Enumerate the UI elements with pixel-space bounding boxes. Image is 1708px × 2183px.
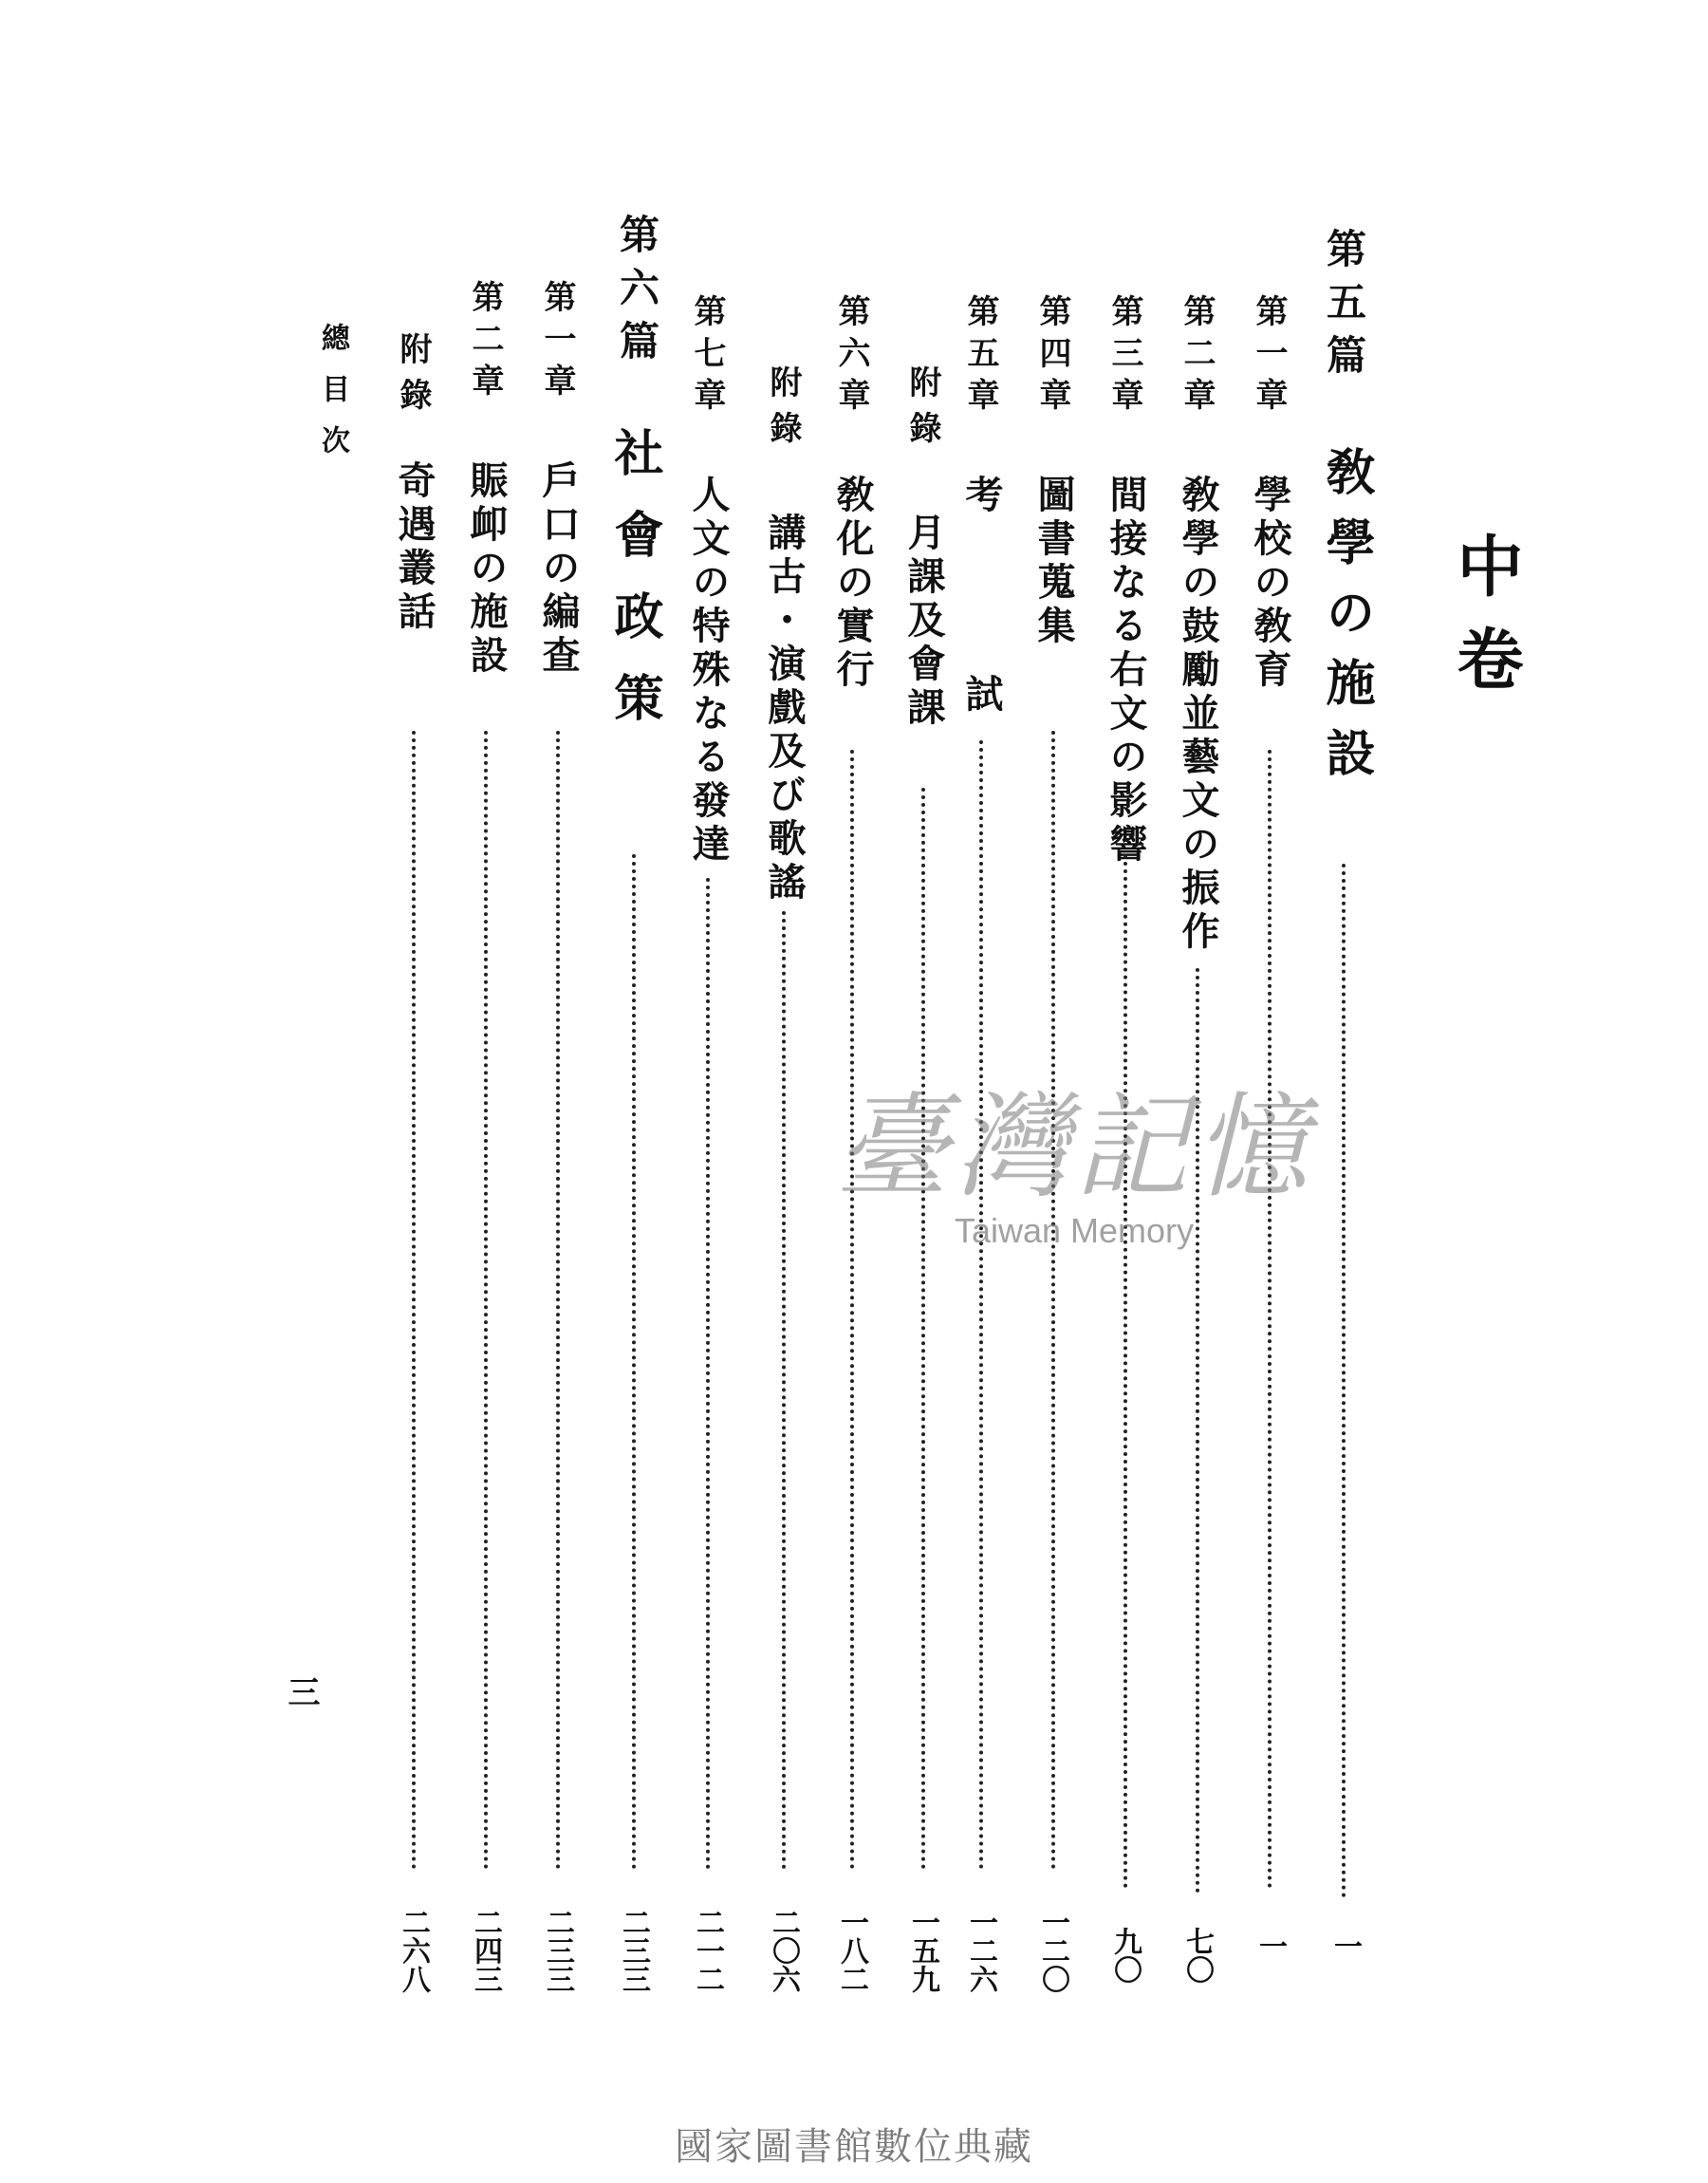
entry-title: 月課及會課 [901, 513, 946, 731]
entry-title: 間接なる右文の影響 [1104, 475, 1148, 868]
dot-leader [1342, 864, 1346, 1898]
entry-title: 敎學の施設 [1317, 446, 1375, 797]
entry-label: 第五章 [961, 294, 999, 420]
entry-label: 附錄 [903, 365, 941, 457]
entry-title: 講古・演戲及び歌謠 [762, 513, 807, 905]
dot-leader [979, 740, 983, 1870]
folio-number: 三 [282, 1675, 320, 1707]
page-number: 九〇 [1108, 1927, 1142, 1984]
entry-label: 第六章 [832, 294, 870, 420]
page-number: 一 [1328, 1931, 1362, 1960]
watermark [835, 1082, 1313, 1251]
dot-leader [556, 731, 560, 1870]
running-head: 總目次 [316, 323, 349, 476]
dot-leader [1268, 750, 1272, 1889]
entry-title: 社會政策 [605, 427, 663, 754]
dot-leader [782, 911, 786, 1870]
entry-title: 敎學の鼓勵並藝文の振作 [1176, 475, 1220, 955]
page-number: 一八二 [835, 1908, 868, 1993]
entry-title: 奇遇叢話 [392, 460, 436, 635]
entry-title: 戶口の編查 [536, 460, 581, 679]
entry-label: 第七章 [688, 294, 726, 420]
page-number: 一二六 [964, 1908, 997, 1993]
entry-label: 第二章 [1178, 294, 1216, 420]
watermark-subtitle: Taiwan Memory [954, 1211, 1195, 1250]
entry-title: 圖書蒐集 [1031, 475, 1076, 649]
dot-leader [921, 788, 925, 1870]
entry-label: 第二章 [466, 280, 504, 405]
dot-leader [484, 731, 488, 1870]
footer-credit: 國家圖書館數位典藏 [675, 2125, 1033, 2169]
entry-title: 賑卹の施設 [464, 460, 509, 679]
dot-leader [850, 750, 854, 1870]
dot-leader [706, 878, 710, 1870]
entry-label: 第六篇 [614, 214, 660, 373]
entry-label: 第五篇 [1321, 228, 1367, 387]
page-number: 二一二 [691, 1908, 724, 1993]
dot-leader [1123, 854, 1127, 1889]
page-number: 二六八 [397, 1908, 430, 1993]
entry-title: 學校の敎育 [1248, 475, 1292, 693]
dot-leader [632, 854, 636, 1870]
page-number: 一 [1253, 1931, 1287, 1960]
page-number: 一五九 [906, 1908, 939, 1993]
watermark-text: 臺灣記憶 [835, 1082, 1313, 1214]
entry-title: 敎化の實行 [830, 475, 875, 693]
entry-label: 附錄 [394, 332, 432, 423]
dot-leader [412, 731, 416, 1870]
entry-label: 第四章 [1033, 294, 1071, 420]
page-number: 二〇六 [767, 1908, 800, 1993]
dot-leader [1051, 731, 1055, 1870]
entry-title: 考試 [959, 475, 1004, 873]
entry-title: 人文の特殊なる發達 [686, 475, 731, 868]
entry-label: 第三章 [1105, 294, 1143, 420]
page-number: 二三三 [541, 1908, 574, 1993]
entry-label: 附錄 [764, 365, 802, 457]
page-number: 一二〇 [1036, 1908, 1069, 1993]
page-number: 二三三 [617, 1908, 650, 1993]
volume-title: 中卷 [1446, 532, 1525, 718]
page-number: 二四三 [469, 1908, 502, 1993]
entry-label: 第一章 [538, 280, 576, 405]
entry-label: 第一章 [1250, 294, 1288, 420]
page-number: 七〇 [1180, 1927, 1214, 1984]
